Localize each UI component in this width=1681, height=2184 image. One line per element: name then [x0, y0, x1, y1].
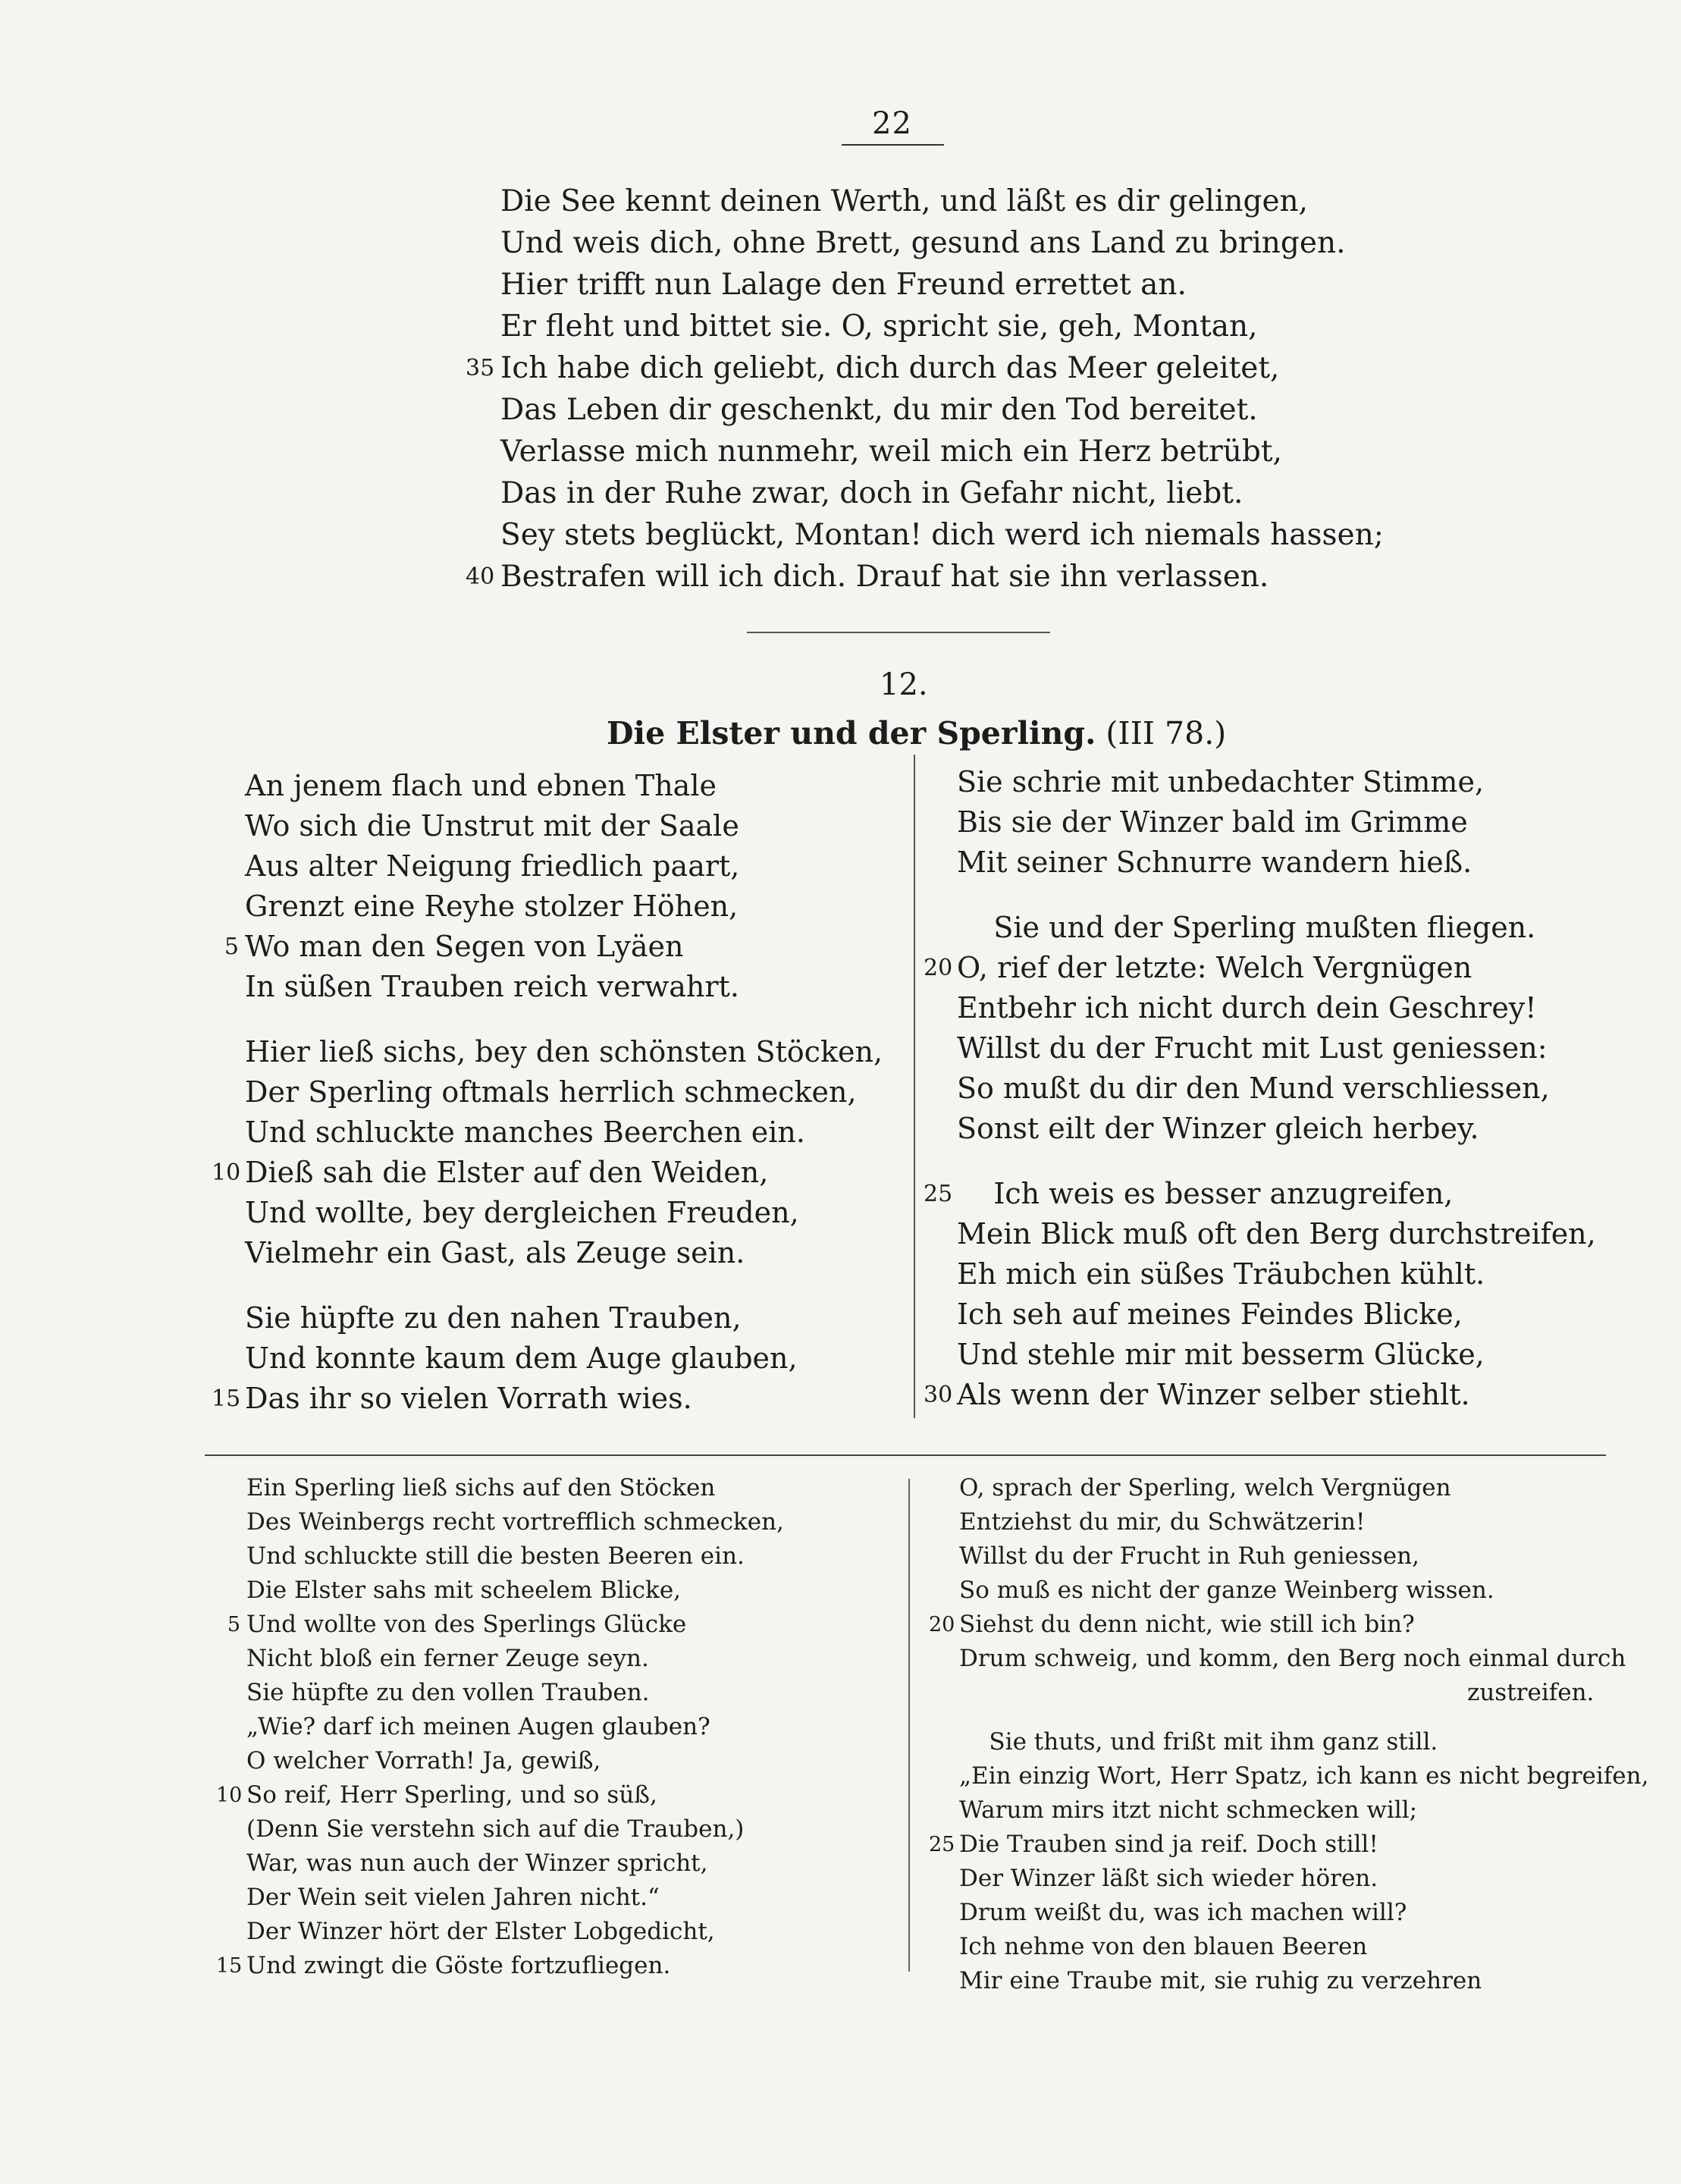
- line-number: 5: [227, 1613, 240, 1636]
- verse-line: [246, 1574, 784, 1608]
- verse-text: „Wie? darf ich meinen Augen glauben?: [246, 1713, 710, 1740]
- verse-text: Dieß sah die Elster auf den Weiden,: [245, 1156, 769, 1189]
- verse-text: Siehst du denn nicht, wie still ich bin?: [959, 1611, 1415, 1638]
- verse-text: Und wollte, bey dergleichen Freuden,: [245, 1196, 799, 1229]
- verse-text: „Ein einzig Wort, Herr Spatz, ich kann es nicht begreifen,: [959, 1762, 1649, 1790]
- verse-line: [216, 1778, 784, 1812]
- verse-line: [246, 1744, 784, 1778]
- verse-line: [246, 1881, 784, 1915]
- line-number: 10: [216, 1784, 243, 1807]
- verse-line: [224, 927, 883, 967]
- verse-text: Sey stets beglückt, Montan! dich werd ich niemals hassen;: [500, 518, 1384, 552]
- verse-text: Sonst eilt der Winzer gleich herbey.: [957, 1112, 1479, 1145]
- verse-line: [246, 1915, 784, 1949]
- verse-line: [212, 1379, 883, 1419]
- verse-text: Und schluckte manches Beerchen ein.: [245, 1116, 805, 1149]
- verse-line: [929, 1828, 1648, 1862]
- verse-line: [245, 1112, 883, 1153]
- verse-text: Sie hüpfte zu den nahen Trauben,: [245, 1301, 742, 1335]
- poem-title: Die Elster und der Sperling.: [607, 715, 1096, 752]
- verse-text: Sie hüpfte zu den vollen Trauben.: [246, 1679, 650, 1706]
- verse-text: So reif, Herr Sperling, und so süß,: [246, 1781, 657, 1809]
- verse-line: [959, 1725, 1648, 1759]
- verse-line: [245, 1072, 883, 1112]
- verse-line: [466, 556, 1486, 598]
- verse-line: [245, 1032, 883, 1072]
- verse-line: [959, 1642, 1648, 1676]
- verse-line: [212, 1153, 883, 1193]
- verse-text: Nicht bloß ein ferner Zeuge seyn.: [246, 1645, 649, 1672]
- page-number: 22: [872, 106, 912, 141]
- line-number: 40: [466, 563, 495, 590]
- verse-line: [216, 1949, 784, 1983]
- verse-line: [500, 431, 1486, 472]
- verse-line: [227, 1608, 784, 1642]
- verse-text: Warum mirs itzt nicht schmecken will;: [959, 1796, 1418, 1824]
- verse-line: [245, 1298, 883, 1338]
- verse-line: [957, 802, 1596, 843]
- verse-line: [246, 1847, 784, 1881]
- verse-text: Und konnte kaum dem Auge glauben,: [245, 1341, 798, 1375]
- verse-text: Aus alter Neigung friedlich paart,: [245, 849, 740, 883]
- verse-line: [957, 1028, 1596, 1068]
- verse-line: [959, 1574, 1648, 1608]
- stanza-gap: [959, 1710, 1648, 1725]
- verse-text: Ein Sperling ließ sichs auf den Stöcken: [246, 1474, 716, 1502]
- verse-text: Der Winzer läßt sich wieder hören.: [959, 1865, 1378, 1892]
- verse-text: Und weis dich, ohne Brett, gesund ans Land zu bringen.: [500, 226, 1346, 260]
- verse-text: Und schluckte still die besten Beeren ein.: [246, 1542, 745, 1570]
- variant-right-column: [929, 1471, 1649, 1998]
- verse-text: Mein Blick muß oft den Berg durchstreifen,: [957, 1217, 1596, 1250]
- verse-text: So mußt du dir den Mund verschliessen,: [957, 1072, 1550, 1105]
- line-number: 15: [216, 1954, 243, 1978]
- poem-right-column: [924, 762, 1596, 1415]
- verse-text: O, rief der letzte: Welch Vergnügen: [957, 951, 1472, 984]
- verse-text: Vielmehr ein Gast, als Zeuge sein.: [245, 1236, 745, 1269]
- verse-line: [959, 1896, 1648, 1930]
- verse-text: Der Wein seit vielen Jahren nicht.“: [246, 1884, 660, 1911]
- verse-line: [957, 1254, 1596, 1294]
- verse-line: [959, 1505, 1648, 1539]
- verse-line: [246, 1471, 784, 1505]
- verse-line: [957, 843, 1596, 883]
- page-number-rule: [842, 144, 944, 146]
- line-number: 30: [924, 1382, 953, 1408]
- line-number: 25: [924, 1181, 953, 1207]
- verse-text: Er fleht und bittet sie. O, spricht sie, geh, Montan,: [500, 309, 1258, 344]
- verse-line: [957, 908, 1596, 948]
- verse-line: [246, 1710, 784, 1744]
- verse-text: Bestrafen will ich dich. Drauf hat sie ihn verlassen.: [500, 560, 1269, 594]
- footnote-rule: [205, 1454, 1606, 1456]
- line-number: 35: [466, 355, 495, 381]
- verse-text: Sie schrie mit unbedachter Stimme,: [957, 765, 1485, 799]
- verse-text: Das Leben dir geschenkt, du mir den Tod bereitet.: [500, 393, 1258, 427]
- verse-line: [959, 1964, 1648, 1998]
- verse-line: [500, 514, 1486, 556]
- verse-line: [959, 1471, 1648, 1505]
- verse-text: So muß es nicht der ganze Weinberg wissen.: [959, 1577, 1494, 1604]
- verse-line: [957, 1068, 1596, 1109]
- verse-text: Ich nehme von den blauen Beeren: [959, 1933, 1368, 1960]
- verse-text: Das in der Ruhe zwar, doch in Gefahr nicht, liebt.: [500, 476, 1244, 510]
- section-divider: [747, 632, 1050, 633]
- verse-line: [246, 1642, 784, 1676]
- verse-line: [957, 762, 1596, 802]
- verse-text: O welcher Vorrath! Ja, gewiß,: [246, 1747, 601, 1774]
- verse-line: [929, 1608, 1648, 1642]
- verse-line: [246, 1539, 784, 1574]
- verse-text: Die Elster sahs mit scheelem Blicke,: [246, 1577, 682, 1604]
- verse-line: [959, 1793, 1648, 1828]
- verse-line: [957, 1214, 1596, 1254]
- verse-line: [245, 1338, 883, 1379]
- verse-text: Willst du der Frucht mit Lust geniessen:: [957, 1031, 1548, 1065]
- verse-line: [500, 306, 1486, 347]
- verse-text: An jenem flach und ebnen Thale: [245, 769, 717, 802]
- verse-line: [245, 766, 883, 806]
- verse-text: Entbehr ich nicht durch dein Geschrey!: [957, 991, 1537, 1025]
- verse-line: [245, 967, 883, 1007]
- verse-text: Bis sie der Winzer bald im Grimme: [957, 805, 1468, 839]
- verse-text: Sie und der Sperling mußten fliegen.: [957, 911, 1536, 944]
- verse-line: [957, 1335, 1596, 1375]
- verse-text: Mir eine Traube mit, sie ruhig zu verzehren: [959, 1967, 1482, 1994]
- verse-line: [959, 1539, 1648, 1574]
- verse-text: Verlasse mich nunmehr, weil mich ein Herz betrübt,: [500, 435, 1282, 469]
- verse-text: Die See kennt deinen Werth, und läßt es dir gelingen,: [500, 184, 1309, 218]
- verse-text: Mit seiner Schnurre wandern hieß.: [957, 846, 1472, 879]
- verse-text: In süßen Trauben reich verwahrt.: [245, 970, 739, 1003]
- verse-text: Des Weinbergs recht vortrefflich schmecken,: [246, 1508, 784, 1536]
- verse-text: Und zwingt die Göste fortzufliegen.: [246, 1952, 671, 1979]
- verse-line: [246, 1812, 784, 1847]
- verse-line: [959, 1676, 1648, 1710]
- verse-text: Wo sich die Unstrut mit der Saale: [245, 809, 739, 843]
- verse-text: Hier ließ sichs, bey den schönsten Stöcken,: [245, 1035, 883, 1068]
- verse-text: Als wenn der Winzer selber stiehlt.: [957, 1378, 1470, 1411]
- line-number: 15: [212, 1385, 241, 1412]
- verse-text: Das ihr so vielen Vorrath wies.: [245, 1382, 692, 1415]
- verse-line: [924, 1174, 1596, 1214]
- verse-line: [500, 472, 1486, 514]
- verse-line: [959, 1862, 1648, 1896]
- variant-left-column: [216, 1471, 784, 1983]
- verse-text: (Denn Sie verstehn sich auf die Trauben,): [246, 1815, 745, 1843]
- verse-line: [957, 988, 1596, 1028]
- verse-text: Willst du der Frucht in Ruh geniessen,: [959, 1542, 1419, 1570]
- verse-text: Und wollte von des Sperlings Glücke: [246, 1611, 687, 1638]
- verse-text: War, was nun auch der Winzer spricht,: [246, 1850, 708, 1877]
- verse-line: [500, 180, 1486, 222]
- verse-text: Sie thuts, und frißt mit ihm ganz still.: [959, 1728, 1438, 1756]
- verse-text: Entziehst du mir, du Schwätzerin!: [959, 1508, 1366, 1536]
- line-number: 25: [929, 1833, 955, 1856]
- verse-line: [924, 948, 1596, 988]
- verse-line: [959, 1759, 1648, 1793]
- column-divider: [914, 755, 915, 1418]
- verse-line: [500, 389, 1486, 431]
- verse-text: Drum schweig, und komm, den Berg noch einmal durch: [959, 1645, 1626, 1672]
- line-number: 20: [929, 1613, 955, 1636]
- verse-text: Der Winzer hört der Elster Lobgedicht,: [246, 1918, 715, 1945]
- verse-text: Der Sperling oftmals herrlich schmecken,: [245, 1075, 857, 1109]
- verse-line: [466, 347, 1486, 389]
- verse-text: Ich habe dich geliebt, dich durch das Meer geleitet,: [500, 351, 1280, 385]
- verse-text: Drum weißt du, was ich machen will?: [959, 1899, 1407, 1926]
- poem-left-column: [212, 766, 883, 1419]
- top-poem-continuation: [466, 180, 1486, 598]
- poem-reference: (III 78.): [1106, 715, 1227, 752]
- verse-line: [245, 886, 883, 927]
- verse-text: Ich seh auf meines Feindes Blicke,: [957, 1298, 1463, 1331]
- verse-text: Grenzt eine Reyhe stolzer Höhen,: [245, 890, 739, 923]
- verse-line: [959, 1930, 1648, 1964]
- variant-column-divider: [908, 1479, 910, 1972]
- verse-text: zustreifen.: [1467, 1679, 1595, 1706]
- verse-line: [957, 1109, 1596, 1149]
- verse-line: [500, 264, 1486, 306]
- verse-text: Und stehle mir mit besserm Glücke,: [957, 1338, 1485, 1371]
- verse-line: [245, 1233, 883, 1273]
- stanza-gap: [245, 1273, 883, 1298]
- verse-text: Wo man den Segen von Lyäen: [245, 930, 684, 963]
- line-number: 5: [224, 934, 239, 960]
- verse-line: [246, 1505, 784, 1539]
- verse-line: [245, 846, 883, 886]
- verse-line: [500, 222, 1486, 264]
- line-number: 20: [924, 955, 953, 981]
- stanza-gap: [245, 1007, 883, 1032]
- stanza-gap: [957, 1149, 1596, 1174]
- line-number: 10: [212, 1159, 241, 1186]
- stanza-gap: [957, 883, 1596, 908]
- verse-text: Die Trauben sind ja reif. Doch still!: [959, 1831, 1378, 1858]
- verse-text: O, sprach der Sperling, welch Vergnügen: [959, 1474, 1451, 1502]
- verse-line: [924, 1375, 1596, 1415]
- verse-text: Hier trifft nun Lalage den Freund errettet an.: [500, 268, 1187, 302]
- verse-line: [245, 1193, 883, 1233]
- poem-number: 12.: [880, 667, 928, 702]
- verse-line: [957, 1294, 1596, 1335]
- poem-title-line: [607, 715, 1226, 752]
- verse-line: [245, 806, 883, 846]
- verse-text: Ich weis es besser anzugreifen,: [957, 1177, 1454, 1210]
- verse-text: Eh mich ein süßes Träubchen kühlt.: [957, 1257, 1485, 1291]
- verse-line: [246, 1676, 784, 1710]
